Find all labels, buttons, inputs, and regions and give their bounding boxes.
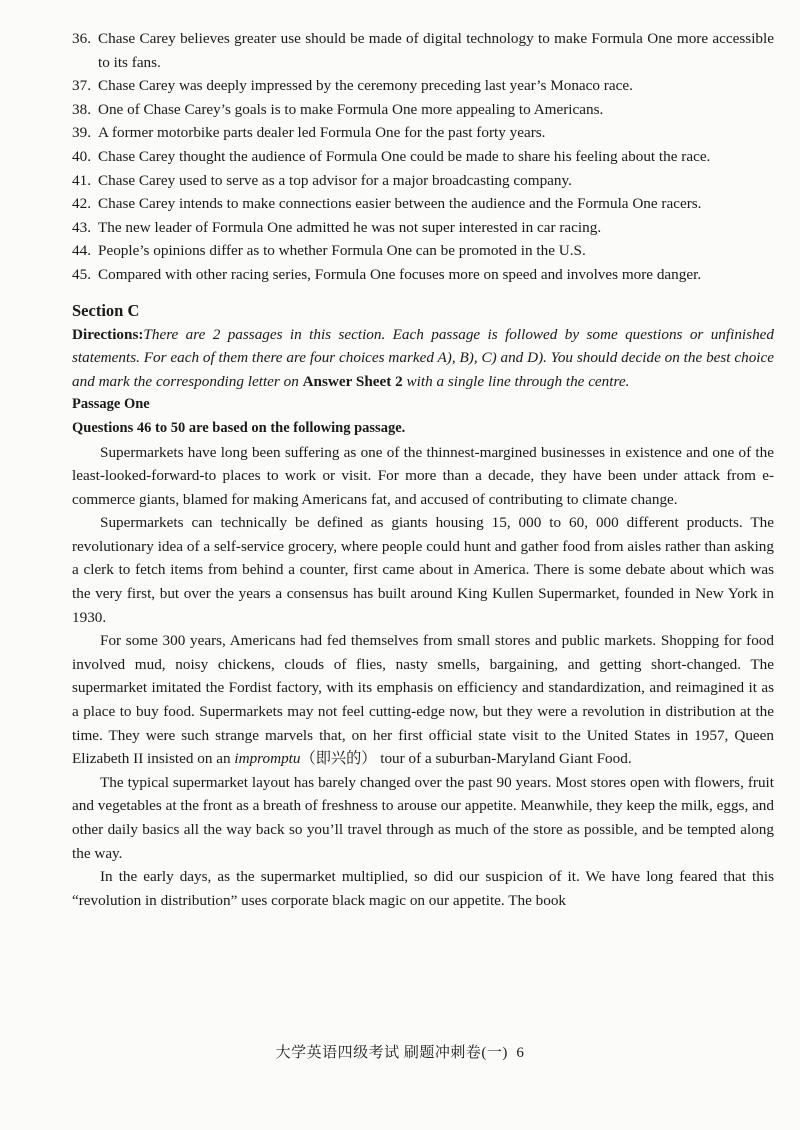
gloss: （即兴的） (300, 750, 377, 768)
answer-sheet-label: Answer Sheet 2 (302, 372, 403, 390)
question-item (72, 145, 774, 169)
question-range: Questions 46 to 50 are based on the following passage. (72, 419, 406, 436)
page-footer (0, 1042, 800, 1066)
question-text: People’s opinions differ as to whether Formula One can be promoted in the U.S. (98, 242, 586, 260)
question-number: 43. (72, 218, 91, 236)
question-text: Chase Carey was deeply impressed by the ceremony preceding last year’s Monaco race. (98, 77, 633, 95)
question-text: Chase Carey intends to make connections easier between the audience and the Formula One racers. (98, 195, 702, 213)
paragraph: Supermarkets have long been suffering as one of the thinnest-margined businesses in existence and one of the least-looked-forward-to places to work or visit. For more than a decade, they have been under attack from e-commerce giants, blamed for making Americans fat, and accused of contributing to climate change. (72, 443, 774, 508)
question-text: One of Chase Carey’s goals is to make Formula One more appealing to Americans. (98, 100, 604, 118)
page-number: 6 (516, 1045, 525, 1061)
italic-term: impromptu (234, 750, 301, 768)
question-number: 38. (72, 100, 91, 118)
question-item (72, 263, 774, 287)
directions (72, 323, 774, 394)
directions-label: Directions: (72, 325, 144, 343)
paragraph-text: For some 300 years, Americans had fed themselves from small stores and public markets. Shopping for food involved mud, noisy chickens, clouds of flies, nasty smells, bargaining, and getting short-changed. The supermarket imitated the Fordist factory, with its emphasis on efficiency and standardization, and reimagined it as a place to buy food. Supermarkets may not feel cutting-edge now, but they were a revolution in distribution at the time. They were such strange marvels that, on her first official state visit to the United States in 1957, Queen Elizabeth II insisted on an (72, 632, 774, 768)
page-content (72, 27, 774, 912)
question-number: 44. (72, 242, 91, 260)
paragraph-tail: tour of a suburban-Maryland Giant Food. (376, 750, 632, 768)
question-number: 39. (72, 124, 91, 142)
question-number: 40. (72, 147, 91, 165)
passage-title: Passage One (72, 396, 150, 413)
question-item (72, 216, 774, 240)
question-text: Chase Carey thought the audience of Formula One could be made to share his feeling about the race. (98, 147, 711, 165)
footer-title: 大学英语四级考试 刷题冲刺卷(一) (275, 1045, 508, 1061)
question-list (72, 27, 774, 287)
paragraph (72, 629, 774, 771)
question-item (72, 239, 774, 263)
directions-text-end: with a single line through the centre. (402, 372, 630, 390)
question-number: 41. (72, 171, 91, 189)
question-text: Chase Carey used to serve as a top advisor for a major broadcasting company. (98, 171, 572, 189)
question-number: 42. (72, 195, 91, 213)
question-item (72, 192, 774, 216)
question-item (72, 98, 774, 122)
question-number: 36. (72, 30, 91, 47)
question-item (72, 27, 774, 74)
section-title: Section C (72, 300, 140, 320)
directions-text: There are 2 passages in this section. Each passage is followed by some questions or unfinished statements. For each of them there are four choices marked A), B), C) and D). You should decide on the best choice and mark the corresponding letter on (72, 325, 774, 390)
paragraph: Supermarkets can technically be defined as giants housing 15, 000 to 60, 000 different products. The revolutionary idea of a self-service grocery, where people could hunt and gather food from aisles rather than asking a clerk to fetch items from behind a counter, first came about in America. There is some debate about which was the very first, but over the years a consensus has built around King Kullen Supermarket, founded in New York in 1930. (72, 514, 774, 626)
question-item (72, 169, 774, 193)
paragraph: In the early days, as the supermarket multiplied, so did our suspicion of it. We have long feared that this “revolution in distribution” uses corporate black magic on our appetite. The book (72, 868, 774, 909)
question-text: Chase Carey believes greater use should be made of digital technology to make Formula One more accessible to its fans. (98, 30, 774, 71)
paragraph: The typical supermarket layout has barely changed over the past 90 years. Most stores open with flowers, fruit and vegetables at the front as a breath of freshness to arouse our appetite. Meanwhile, they keep the milk, eggs, and other daily basics all the way back so you’ll travel through as much of the store as possible, and be tempted along the way. (72, 773, 774, 862)
question-number: 37. (72, 77, 91, 95)
question-number: 45. (72, 265, 91, 283)
question-text: A former motorbike parts dealer led Formula One for the past forty years. (98, 124, 546, 142)
question-text: Compared with other racing series, Formula One focuses more on speed and involves more danger. (98, 265, 702, 283)
question-item (72, 121, 774, 145)
question-item (72, 74, 774, 98)
question-text: The new leader of Formula One admitted he was not super interested in car racing. (98, 218, 602, 236)
